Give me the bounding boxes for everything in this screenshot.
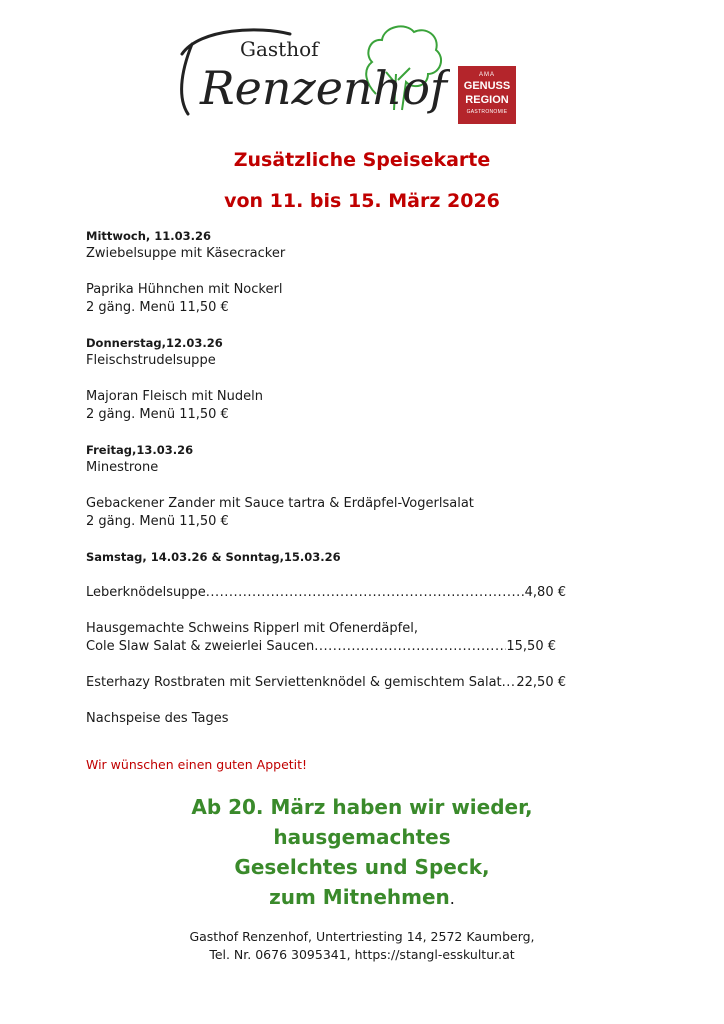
footer-contact: Tel. Nr. 0676 3095341, https://stangl-esskultur.at bbox=[209, 947, 515, 962]
item-price: 22,50 € bbox=[516, 675, 566, 690]
item-label: Esterhazy Rostbraten mit Serviettenknödel & gemischtem Salat bbox=[86, 675, 502, 690]
dot-leader bbox=[206, 584, 525, 602]
announcement-line: Ab 20. März haben wir wieder, bbox=[191, 795, 533, 819]
menu-price: 2 gäng. Menü 11,50 € bbox=[86, 300, 229, 315]
announcement-line: hausgemachtes bbox=[273, 825, 451, 849]
footer-address: Gasthof Renzenhof, Untertriesting 14, 2572 Kaumberg, bbox=[189, 929, 535, 944]
soup-item: Minestrone bbox=[86, 460, 159, 475]
genuss-region-badge bbox=[458, 66, 516, 124]
day-heading: Mittwoch, 11.03.26 bbox=[86, 229, 212, 243]
announcement-line: Geselchtes und Speck, bbox=[234, 855, 490, 879]
announcement bbox=[0, 792, 724, 914]
item-label: Cole Slaw Salat & zweierlei Saucen bbox=[86, 639, 315, 654]
logo-big-text: Renzenhof bbox=[200, 61, 447, 115]
logo-small-text: Gasthof bbox=[240, 37, 319, 61]
priced-item bbox=[86, 674, 566, 692]
title-line2: von 11. bis 15. März 2026 bbox=[224, 190, 500, 212]
title-line1: Zusätzliche Speisekarte bbox=[233, 149, 491, 171]
priced-item bbox=[86, 638, 556, 656]
announcement-period: . bbox=[449, 889, 455, 908]
logo-graphic bbox=[170, 14, 450, 122]
menu-price: 2 gäng. Menü 11,50 € bbox=[86, 407, 229, 422]
badge-bottom: GASTRONOMIE bbox=[466, 109, 508, 115]
announcement-line-last bbox=[0, 882, 724, 914]
dessert-item: Nachspeise des Tages bbox=[86, 711, 229, 726]
main-item: Paprika Hühnchen mit Nockerl bbox=[86, 282, 283, 297]
soup-item: Zwiebelsuppe mit Käsecracker bbox=[86, 246, 286, 261]
priced-item bbox=[86, 584, 566, 602]
item-price: 15,50 € bbox=[506, 639, 556, 654]
wish-text: Wir wünschen einen guten Appetit! bbox=[86, 757, 308, 772]
announcement-line: zum Mitnehmen bbox=[269, 885, 450, 909]
badge-line1: GENUSS bbox=[463, 80, 511, 92]
menu-content bbox=[86, 227, 566, 728]
badge-line2: REGION bbox=[465, 94, 509, 106]
day-heading: Donnerstag,12.03.26 bbox=[86, 336, 223, 350]
footer bbox=[0, 928, 724, 964]
badge-top: AMA bbox=[478, 72, 495, 78]
day-heading: Samstag, 14.03.26 & Sonntag,15.03.26 bbox=[86, 550, 341, 564]
main-item: Gebackener Zander mit Sauce tartra & Erdäpfel-Vogerlsalat bbox=[86, 496, 474, 511]
item-label-line1: Hausgemachte Schweins Ripperl mit Ofenerdäpfel, bbox=[86, 621, 418, 636]
soup-item: Fleischstrudelsuppe bbox=[86, 353, 216, 368]
restaurant-logo bbox=[170, 14, 450, 122]
dot-leader bbox=[502, 674, 517, 692]
main-item: Majoran Fleisch mit Nudeln bbox=[86, 389, 263, 404]
dot-leader bbox=[314, 638, 506, 656]
menu-price: 2 gäng. Menü 11,50 € bbox=[86, 514, 229, 529]
item-label: Leberknödelsuppe bbox=[86, 585, 206, 600]
day-heading: Freitag,13.03.26 bbox=[86, 443, 194, 457]
item-price: 4,80 € bbox=[524, 585, 566, 600]
